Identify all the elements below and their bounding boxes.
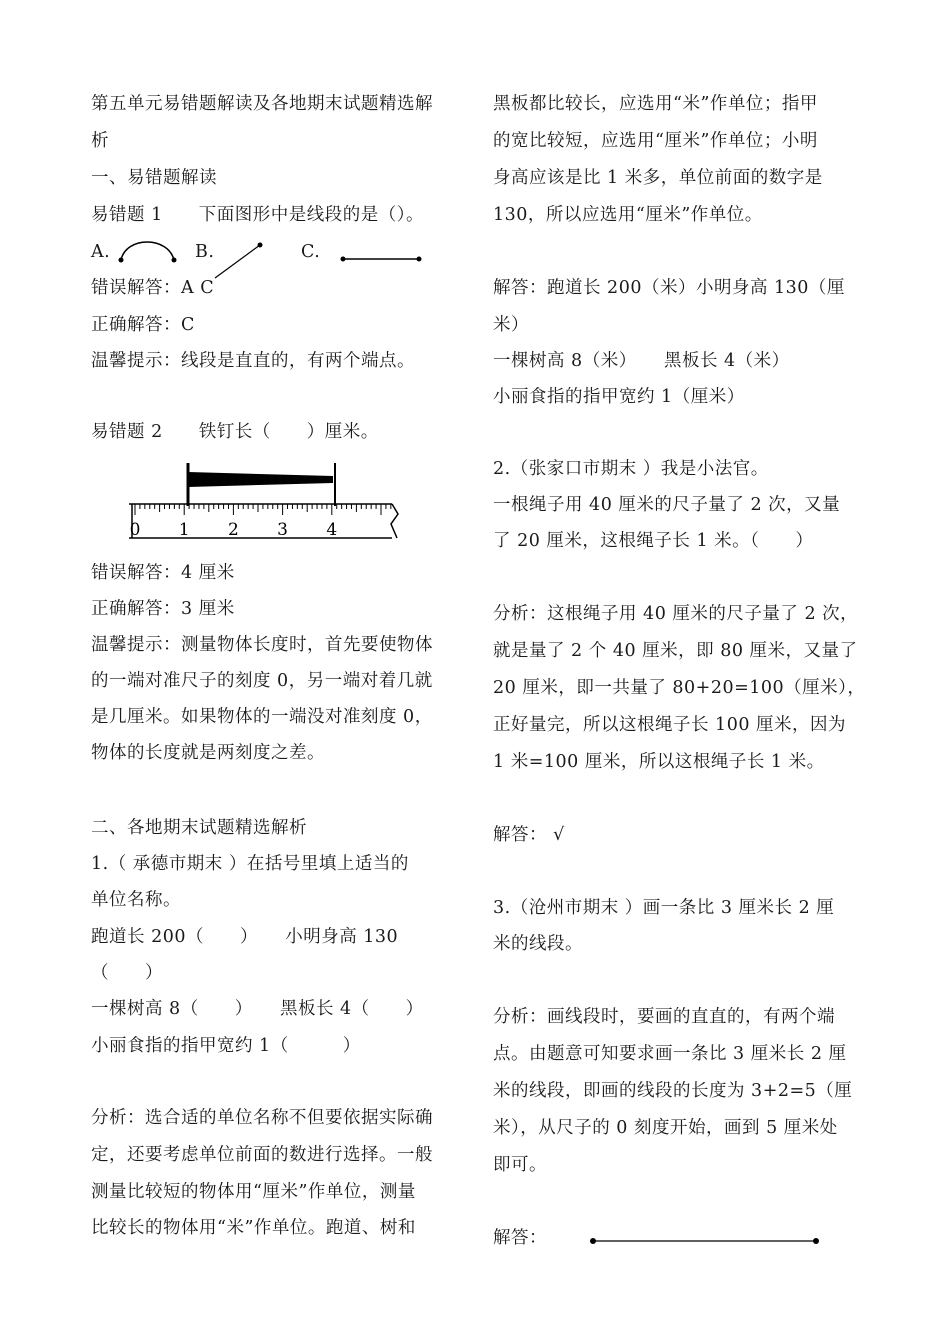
q1-option-a-label: A. [91, 242, 111, 262]
q2-wrong-answer: 错误解答：4 厘米 [91, 563, 235, 583]
section-heading-2: 二、各地期末试题精选解析 [91, 818, 307, 838]
e3-analysis-line: 点。由题意可知要求画一条比 3 厘米长 2 厘 [493, 1044, 847, 1064]
ruler-tick-label: 0 [129, 520, 141, 540]
e1-analysis-line: 分析：选合适的单位名称不但要依据实际确 [91, 1108, 433, 1128]
e1-answer-line: 解答：跑道长 200（米）小明身高 130（厘 [493, 278, 845, 298]
e2-analysis-line: 就是量了 2 个 40 厘米，即 80 厘米，又量了 [493, 641, 858, 661]
q2-tip-line: 物体的长度就是两刻度之差。 [91, 743, 325, 763]
q1-option-c-label: C. [301, 242, 321, 262]
e3-answer-label: 解答： [493, 1228, 547, 1248]
option-b-ray-figure [213, 238, 265, 280]
e1-analysis-line: 比较长的物体用“米”作单位。跑道、树和 [91, 1218, 416, 1238]
e2-analysis-line: 正好量完，所以这根绳子长 100 厘米，因为 [493, 715, 847, 735]
e2-analysis-line: 分析：这根绳子用 40 厘米的尺子量了 2 次， [493, 604, 859, 624]
ruler-tick-label: 4 [326, 520, 338, 540]
e3-question-line: 3.（沧州市期末 ）画一条比 3 厘米长 2 厘 [493, 898, 835, 918]
q2-tip-line: 的一端对准尺子的刻度 0，另一端对着几就 [91, 671, 433, 691]
ruler-labels [130, 520, 338, 540]
e3-question-line: 米的线段。 [493, 934, 583, 954]
e1-answer-line: 一棵树高 8（米） 黑板长 4（米） [493, 351, 790, 371]
ruler-ticks [135, 504, 391, 515]
q1-tip: 温馨提示：线段是直直的，有两个端点。 [91, 351, 415, 371]
q2-heading: 易错题 2 铁钉长（ ）厘米。 [91, 422, 379, 442]
doc-title-line2: 析 [91, 131, 109, 151]
q1-correct-answer: 正确解答：C [91, 315, 195, 335]
e1-question-line: 小丽食指的指甲宽约 1（ ） [91, 1036, 361, 1056]
q1-heading: 易错题 1 下面图形中是线段的是（）。 [91, 205, 424, 225]
e2-analysis-line: 1 米=100 厘米，所以这根绳子长 1 米。 [493, 752, 825, 772]
e3-analysis-line: 即可。 [493, 1155, 547, 1175]
q1-option-b-label: B. [195, 242, 215, 262]
e3-analysis-line: 米），从尺子的 0 刻度开始，画到 5 厘米处 [493, 1118, 838, 1138]
e1-question-line: 1.（ 承德市期末 ）在括号里填上适当的 [91, 854, 409, 874]
e3-analysis-line: 分析：画线段时，要画的直直的，有两个端 [493, 1007, 835, 1027]
e1-question-line: （ ） [91, 963, 163, 983]
e2-analysis-line: 20 厘米，即一共量了 80+20=100（厘米）， [493, 678, 866, 698]
q1-wrong-answer: 错误解答：A C [91, 278, 215, 298]
e1-answer-line: 米） [493, 315, 529, 335]
e2-question-line: 了 20 厘米，这根绳子长 1 米。（ ） [493, 531, 814, 551]
ruler-tick-label: 2 [227, 520, 239, 540]
e2-question-line: 2.（张家口市期末 ）我是小法官。 [493, 459, 769, 479]
answer-segment-figure [588, 1234, 823, 1248]
e1-analysis-cont-line: 130，所以应选用“厘米”作单位。 [493, 205, 763, 225]
option-a-arc-figure [116, 232, 186, 266]
section-heading-1: 一、易错题解读 [91, 168, 217, 188]
doc-title-line1: 第五单元易错题解读及各地期末试题精选解 [91, 94, 433, 114]
ruler-tick-label: 3 [277, 520, 289, 540]
e1-question-line: 单位名称。 [91, 890, 181, 910]
e1-analysis-line: 定，还要考虑单位前面的数进行选择。一般 [91, 1145, 433, 1165]
option-c-segment-figure [336, 252, 426, 266]
e1-analysis-cont-line: 的宽比较短，应选用“厘米”作单位；小明 [493, 131, 818, 151]
q2-tip-line: 温馨提示：测量物体长度时，首先要使物体 [91, 635, 433, 655]
e1-analysis-line: 测量比较短的物体用“厘米”作单位，测量 [91, 1182, 416, 1202]
q2-correct-answer: 正确解答：3 厘米 [91, 599, 235, 619]
ruler-with-nail-figure [129, 458, 409, 546]
e2-answer: 解答： √ [493, 825, 565, 845]
nail-shank [188, 472, 333, 487]
e1-analysis-cont-line: 身高应该是比 1 米多，单位前面的数字是 [493, 168, 823, 188]
e2-question-line: 一根绳子用 40 厘米的尺子量了 2 次，又量 [493, 495, 841, 515]
e1-answer-line: 小丽食指的指甲宽约 1（厘米） [493, 387, 745, 407]
e1-question-line: 跑道长 200（ ） 小明身高 130 [91, 927, 399, 947]
q2-tip-line: 是几厘米。如果物体的一端没对准刻度 0， [91, 707, 433, 727]
e1-analysis-cont-line: 黑板都比较长，应选用“米”作单位；指甲 [493, 94, 818, 114]
ruler-tick-label: 1 [178, 520, 190, 540]
e3-analysis-line: 米的线段，即画的线段的长度为 3+2=5（厘 [493, 1081, 853, 1101]
e1-question-line: 一棵树高 8（ ） 黑板长 4（ ） [91, 999, 424, 1019]
